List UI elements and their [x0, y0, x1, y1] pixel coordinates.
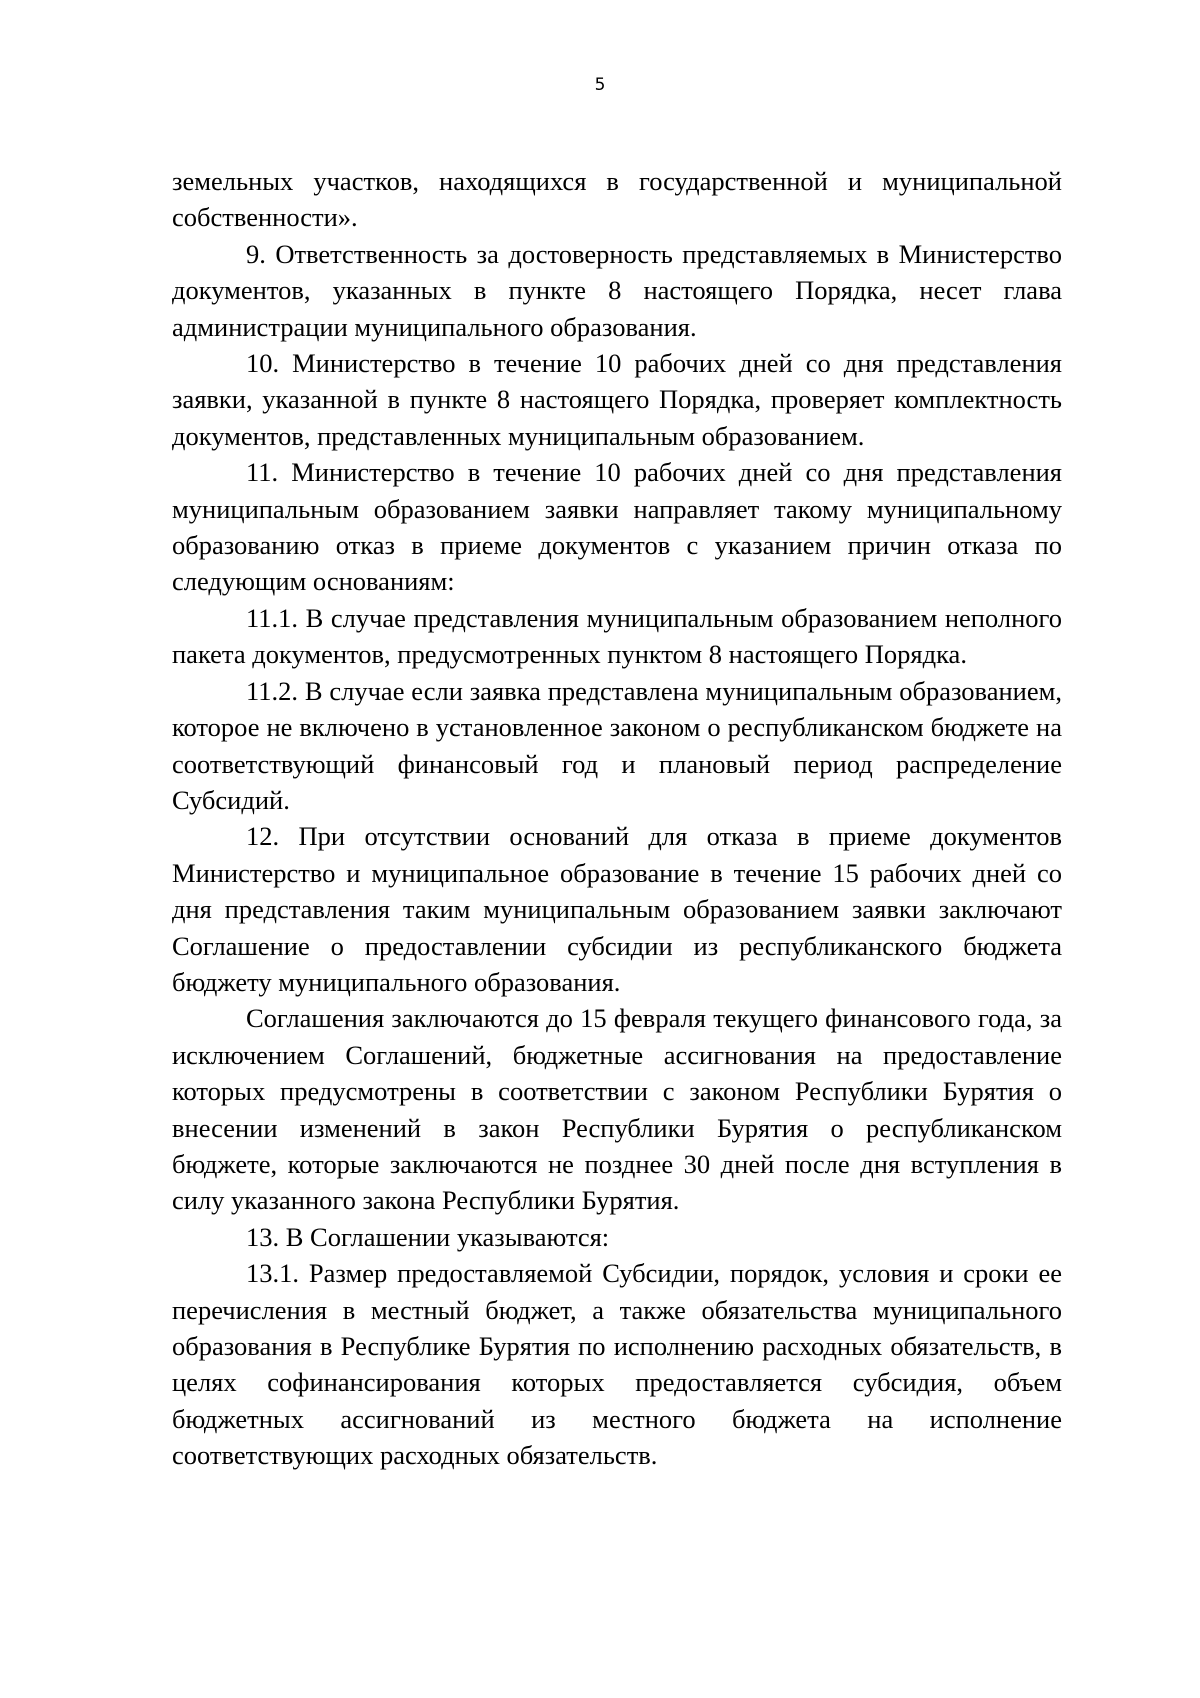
paragraph-item-13: 13. В Соглашении указываются:	[246, 1221, 610, 1252]
paragraph-item-10: 10. Министерство в течение 10 рабочих дней со дня представления заявки, указанной в пункте 8 настоящего Порядка, проверяет комплектность документов, представленных муниципальным образованием.	[172, 348, 1062, 451]
paragraph-item-9: 9. Ответственность за достоверность представляемых в Министерство документов, указанных в пункте 8 настоящего Порядка, несет глава администрации муниципального образования.	[172, 238, 1062, 342]
paragraph-item-12: 12. При отсутствии оснований для отказа в приеме документов Министерство и муниципальное образование в течение 15 рабочих дней со дня представления таким муниципальным образованием заявки заключают Соглашение о предоставлении субсидии из республиканского бюджета бюджету муниципального образования.	[172, 821, 1062, 997]
document-body	[172, 163, 1062, 1474]
paragraph-item-11-1: 11.1. В случае представления муниципальным образованием неполного пакета документов, предусмотренных пунктом 8 настоящего Порядка.	[172, 602, 1062, 670]
paragraph-agreements-deadline: Соглашения заключаются до 15 февраля текущего финансового года, за исключением Соглашений, бюджетные ассигнования на предоставление которых предусмотрены в соответствии с законом Республики Бурятия о внесении изменений в закон Республики Бурятия о республиканском бюджете, которые заключаются не позднее 30 дней после дня вступления в силу указанного закона Республики Бурятия.	[172, 1003, 1062, 1216]
paragraph-item-11: 11. Министерство в течение 10 рабочих дней со дня представления муниципальным образованием заявки направляет такому муниципальному образованию отказ в приеме документов с указанием причин отказа по следующим основаниям:	[172, 457, 1062, 597]
page-number: 5	[594, 75, 606, 95]
paragraph-item-11-2: 11.2. В случае если заявка представлена муниципальным образованием, которое не включено в установленное законом о республиканском бюджете на соответствующий финансовый год и плановый период распределение Субсидий.	[172, 675, 1062, 815]
paragraph-item-13-1: 13.1. Размер предоставляемой Субсидии, порядок, условия и сроки ее перечисления в местный бюджет, а также обязательства муниципального образования в Республике Бурятия по исполнению расходных обязательств, в целях софинансирования которых предоставляется субсидия, объем бюджетных ассигнований из местного бюджета на исполнение соответствующих расходных обязательств.	[172, 1258, 1062, 1471]
paragraph-continuation: земельных участков, находящихся в государственной и муниципальной собственности».	[172, 166, 1062, 233]
